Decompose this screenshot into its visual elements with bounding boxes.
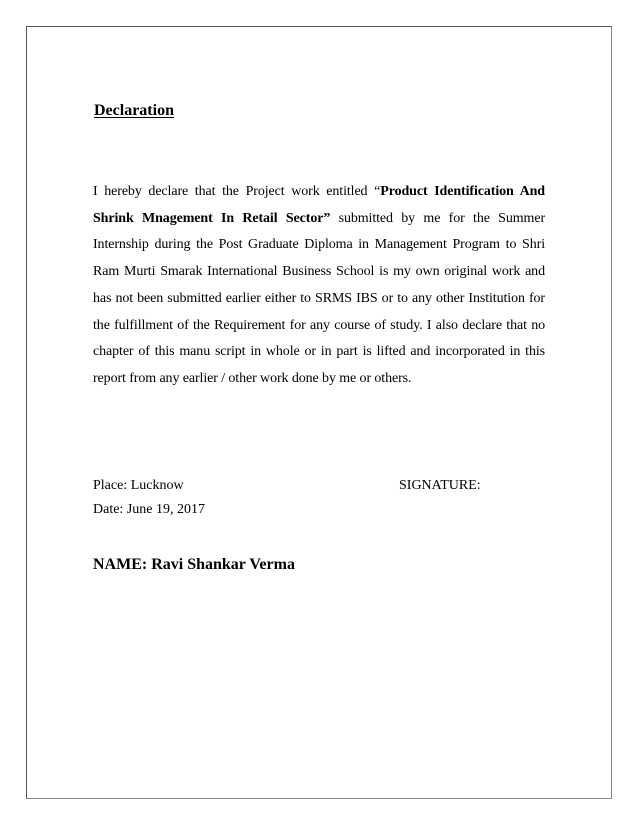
- declaration-rest: submitted by me for the Summer Internship during the Post Graduate Diploma in Management Program to Shri Ram Murti Smarak International Business School is my own original work and has not been submitted earlier either to SRMS IBS or to any other Institution for the fulfillment of the Requirement for any course of study. I also declare that no chapter of this manu script in whole or in part is lifted and incorporated in this report from any earlier / other work done by me or others.: [93, 210, 546, 386]
- place-line: Place: Lucknow: [93, 478, 184, 493]
- date-line: Date: June 19, 2017: [93, 502, 205, 517]
- declaration-intro: I hereby declare that the Project work entitled “: [93, 184, 381, 199]
- page-frame: [26, 26, 612, 799]
- declaration-heading: Declaration: [94, 102, 174, 119]
- author-name: NAME: Ravi Shankar Verma: [93, 556, 295, 573]
- project-title: Product Identification And Shrink Mnagement In Retail Sector: [93, 184, 545, 226]
- declaration-paragraph: [93, 179, 545, 393]
- signature-label: SIGNATURE:: [399, 478, 481, 493]
- closing-quote: ”: [323, 210, 331, 226]
